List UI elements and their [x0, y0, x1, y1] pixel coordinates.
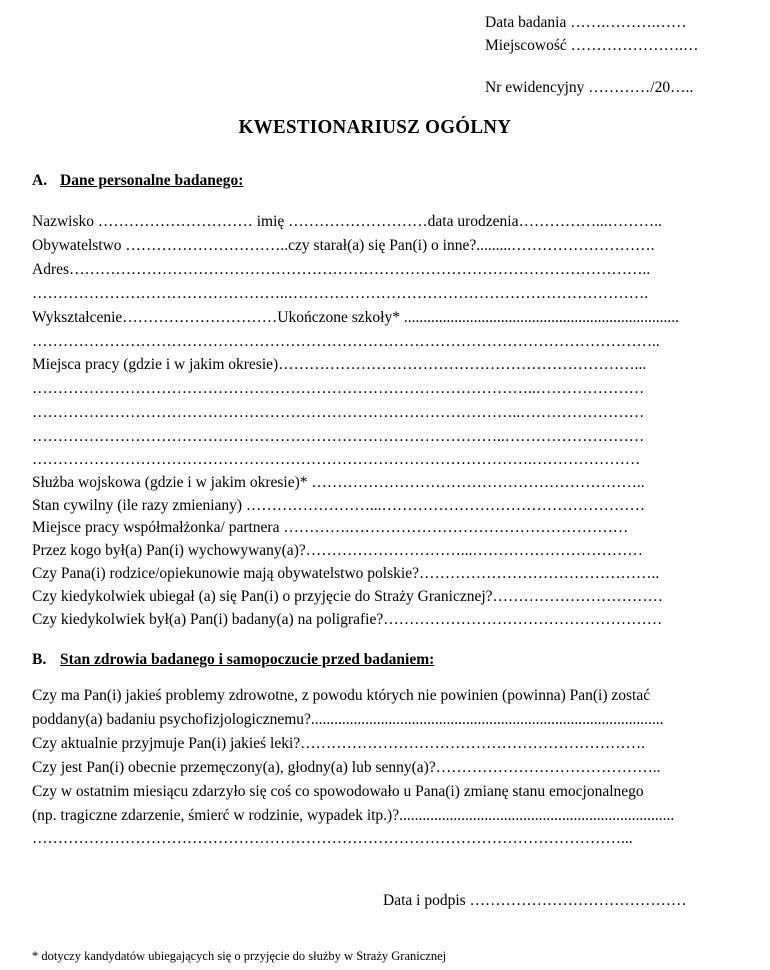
field-health-problems[interactable]: poddany(a) badaniu psychofizjologicznemu?........................................................................................... [32, 711, 664, 728]
question-health-problems: Czy ma Pan(i) jakieś problemy zdrowotne, z powodu których nie powinien (powinna) Pan(i) zostać [32, 687, 651, 704]
section-a-letter: A. [32, 172, 48, 189]
question-emotional-event: Czy w ostatnim miesiącu zdarzyło się coś co spowodowało u Pana(i) zmianę stanu emocjonalnego [32, 783, 644, 800]
field-polygraph-history[interactable]: Czy kiedykolwiek był(a) Pan(i) badany(a) na poligrafie?……………………………………………… [32, 611, 663, 628]
field-education-cont[interactable]: ………………………………………………………………………………………………………….. [32, 333, 660, 350]
section-b-title: Stan zdrowia badanego i samopoczucie przed badaniem: [60, 651, 435, 668]
field-medications[interactable]: Czy aktualnie przyjmuje Pan(i) jakieś leki?…………………………………………………………. [32, 735, 646, 752]
field-citizenship[interactable]: Obywatelstwo …………………………..czy starał(a) się Pan(i) o inne?.........………………………. [32, 237, 655, 254]
field-name-birthdate[interactable]: Nazwisko ………………………… imię ………………………data urodzenia……………...……….. [32, 213, 662, 230]
section-b-heading [32, 650, 434, 670]
field-address-cont[interactable]: …………………………………………..……………………………………………………………. [32, 285, 649, 302]
field-border-guard-application[interactable]: Czy kiedykolwiek ubiegał (a) się Pan(i) o przyjęcie do Straży Granicznej?…………………………… [32, 588, 664, 605]
footnote: * dotyczy kandydatów ubiegających się o przyjęcie do służby w Straży Granicznej [32, 949, 447, 963]
field-parents-citizenship[interactable]: Czy Pana(i) rodzice/opiekunowie mają obywatelstwo polskie?……………………………………….. [32, 565, 660, 582]
field-fatigue[interactable]: Czy jest Pan(i) obecnie przemęczony(a), głodny(a) lub senny(a)?…………………………………….. [32, 759, 661, 776]
location-field[interactable]: Miejscowość ………………….… [485, 37, 699, 54]
section-b-letter: B. [32, 651, 47, 668]
field-spouse-workplace[interactable]: Miejsce pracy współmałżonka/ partnera ………….……………………………………………… [32, 519, 629, 536]
field-workplaces-cont-3[interactable]: ………………………………………………………………………………..……………………… [32, 428, 645, 445]
section-a-title: Dane personalne badanego: [60, 172, 244, 189]
field-raised-by[interactable]: Przez kogo był(a) Pan(i) wychowywany(a)?…………………………...…………………………… [32, 542, 643, 559]
date-signature-field[interactable]: Data i podpis …………………………………… [383, 892, 687, 909]
field-military-service[interactable]: Służba wojskowa (gdzie i w jakim okresie)* ……………………………………………………….. [32, 474, 645, 491]
field-emotional-event[interactable]: (np. tragiczne zdarzenie, śmierć w rodzinie, wypadek itp.)?....................................................................... [32, 807, 675, 824]
field-education[interactable]: Wykształcenie…………………………Ukończone szkoły* ....................................................................... [32, 309, 679, 326]
field-workplaces-cont-1[interactable]: ……………………………………………………………………………………..………………… [32, 380, 645, 397]
field-workplaces-cont-2[interactable]: …………………………………………………………………………………..…………………… [32, 404, 645, 421]
section-a-heading [32, 171, 243, 191]
field-workplaces[interactable]: Miejsca pracy (gdzie i w jakim okresie)……………………………………………………………... [32, 356, 647, 373]
record-number-field[interactable]: Nr ewidencyjny …………/20….. [485, 79, 694, 96]
field-address[interactable]: Adres………………………………………………………………………………………………….. [32, 261, 651, 278]
exam-date-field[interactable]: Data badania …….……….…… [485, 14, 687, 31]
field-emotional-event-cont[interactable]: ……………………………………………………………………………………………………... [32, 830, 633, 847]
field-marital-status[interactable]: Stan cywilny (ile razy zmieniany) ……………………...…………………………………………… [32, 497, 646, 514]
field-workplaces-cont-4[interactable]: …………………………………………………………………………………….………………… [32, 451, 641, 468]
page-title: KWESTIONARIUSZ OGÓLNY [238, 117, 512, 138]
